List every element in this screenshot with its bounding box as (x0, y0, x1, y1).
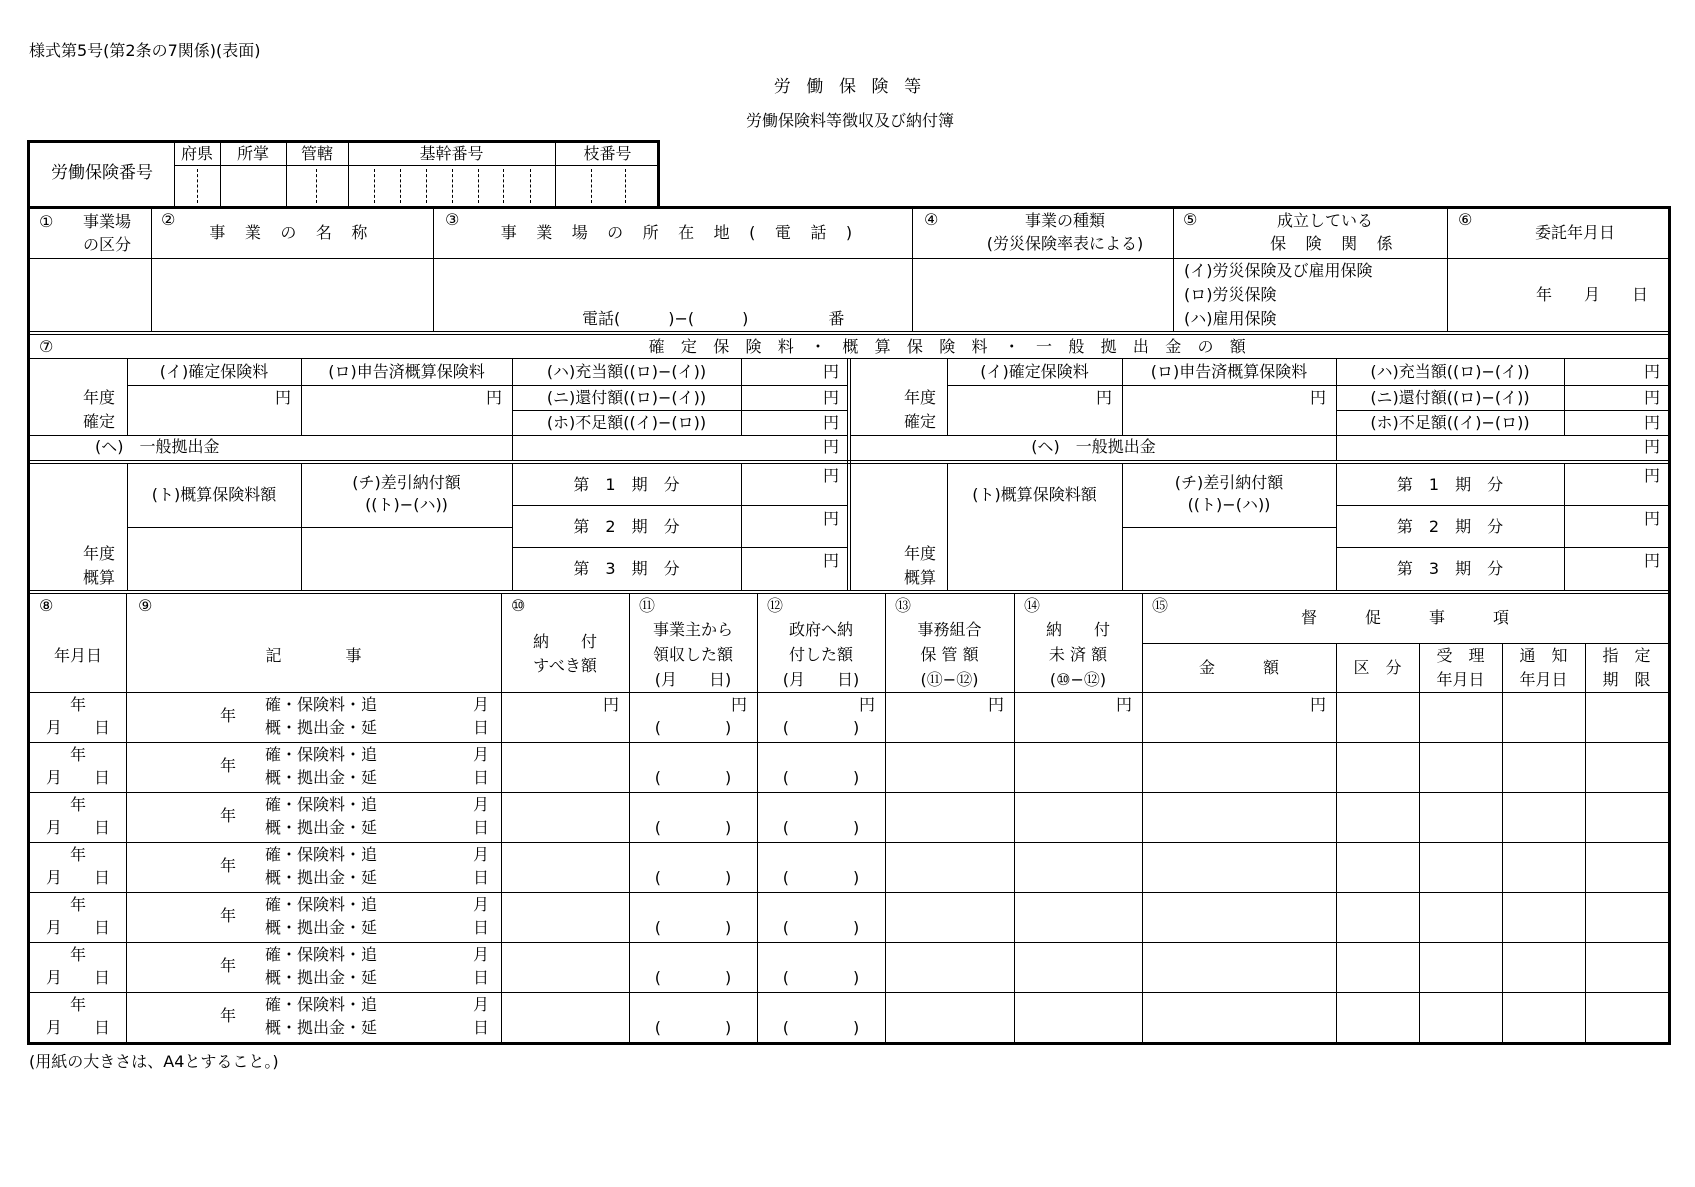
c15-received-label-a: 受 理 (1436, 646, 1485, 665)
c12-paren: ( ) (782, 918, 860, 937)
yen-unit: 円 (822, 362, 839, 381)
s7-right-gaisan-b: 概算 (903, 568, 936, 587)
yen-unit: 円 (1643, 362, 1660, 381)
c3-phone: 電話( )−( ) 番 (582, 309, 845, 328)
entry-line-b: 概・拠出金・延 (265, 768, 378, 787)
yen-unit: 円 (1643, 413, 1660, 432)
c15-deadline-label-a: 指 定 (1602, 646, 1651, 665)
date-year: 年 (69, 895, 86, 914)
entry-line-a: 確・保険料・追 (265, 895, 378, 914)
c12-paren: ( ) (782, 968, 860, 987)
s7-left-ha-label: (ハ)充当額((ロ)−(イ)) (546, 362, 707, 381)
date-year: 年 (69, 795, 86, 814)
s7-left-period-1: 第 1 期 分 (573, 475, 680, 494)
entry-line-b: 概・拠出金・延 (265, 918, 378, 937)
c6-date: 年 月 日 (1535, 285, 1648, 304)
entry-year: 年 (220, 1006, 237, 1025)
c8-label: 年月日 (53, 646, 102, 665)
date-month-day: 月 日 (45, 818, 110, 837)
yen-unit: 円 (1643, 551, 1660, 570)
c5-option-a: (イ)労災保険及び雇用保険 (1184, 261, 1373, 280)
s7-right-ha-label: (ハ)充当額((ロ)−(イ)) (1370, 362, 1530, 381)
footnote: (用紙の大きさは、A4とすること。) (29, 1052, 279, 1071)
date-month-day: 月 日 (45, 918, 110, 937)
date-month-day: 月 日 (45, 718, 110, 737)
yen-unit: 円 (485, 388, 502, 407)
s7-right-ho-label: (ホ)不足額((イ)−(ロ)) (1370, 413, 1530, 432)
c12-paren: ( ) (782, 768, 860, 787)
c2-num: ② (161, 210, 176, 229)
c4-num: ④ (924, 210, 939, 229)
entry-line-b: 概・拠出金・延 (265, 1018, 378, 1037)
yen-unit: 円 (274, 388, 291, 407)
entry-month: 月 (473, 795, 490, 814)
c12-label-a: 政府へ納 (788, 620, 853, 639)
entry-year: 年 (220, 756, 237, 775)
header-col-branch-number: 枝番号 (583, 144, 632, 163)
c14-label-b: 未 済 額 (1048, 645, 1108, 664)
entry-year: 年 (220, 956, 237, 975)
header-col-jurisdiction: 管轄 (300, 144, 333, 163)
c10-yen: 円 (602, 695, 619, 714)
entry-line-b: 概・拠出金・延 (265, 718, 378, 737)
labor-insurance-number-label: 労働保険番号 (51, 163, 153, 183)
c14-label-c: (⑩−⑫) (1049, 670, 1107, 689)
c10-num: ⑩ (511, 596, 526, 615)
entry-line-a: 確・保険料・追 (265, 745, 378, 764)
c11-paren: ( ) (654, 718, 732, 737)
c11-num: ⑪ (639, 596, 656, 615)
c1-label-a: 事業場 (83, 212, 132, 231)
s7-left-kakutei-b: 確定 (82, 412, 115, 431)
s7-right-he-label: (ヘ) 一般拠出金 (1031, 437, 1156, 456)
date-year: 年 (69, 845, 86, 864)
c12-label-c: (月 日) (782, 670, 860, 689)
entry-line-b: 概・拠出金・延 (265, 968, 378, 987)
s7-left-chi-label-b: ((ト)−(ハ)) (365, 495, 448, 514)
c2-label: 事 業 の 名 称 (209, 223, 375, 242)
c3-label: 事 業 場 の 所 在 地 ( 電 話 ) (500, 223, 860, 242)
row-divider (30, 892, 1668, 893)
s7-right-gaisan-a: 年度 (903, 544, 936, 563)
yen-unit: 円 (822, 509, 839, 528)
s7-left-kakutei-a: 年度 (82, 388, 115, 407)
c6-num: ⑥ (1458, 210, 1473, 229)
c15-received-label-b: 年月日 (1436, 670, 1485, 689)
c11-paren: ( ) (654, 768, 732, 787)
s7-right-ro-label: (ロ)申告済概算保険料 (1150, 362, 1308, 381)
c11-paren: ( ) (654, 918, 732, 937)
s7-left-gaisan-a: 年度 (82, 544, 115, 563)
entry-month: 月 (473, 945, 490, 964)
entry-line-a: 確・保険料・追 (265, 695, 378, 714)
c13-label-c: (⑪−⑫) (920, 670, 979, 689)
entry-line-a: 確・保険料・追 (265, 845, 378, 864)
date-year: 年 (69, 995, 86, 1014)
c14-num: ⑭ (1024, 596, 1041, 615)
date-year: 年 (69, 695, 86, 714)
c13-label-a: 事務組合 (917, 620, 982, 639)
c15-num: ⑮ (1152, 596, 1169, 615)
s7-right-period-3: 第 3 期 分 (1396, 559, 1504, 578)
row-divider (30, 742, 1668, 743)
c13-num: ⑬ (895, 596, 912, 615)
c12-paren: ( ) (782, 868, 860, 887)
c15-amount-label: 金 額 (1198, 658, 1279, 677)
c5-label-a: 成立している (1276, 211, 1373, 230)
c12-yen: 円 (858, 695, 875, 714)
c3-num: ③ (445, 210, 460, 229)
c15-deadline-label-b: 期 限 (1602, 670, 1651, 689)
s7-right-kakutei-b: 確定 (903, 412, 936, 431)
c12-paren: ( ) (782, 1018, 860, 1037)
s7-left-gaisan-b: 概算 (82, 568, 115, 587)
c1-label-b: の区分 (83, 235, 132, 254)
entry-year: 年 (220, 806, 237, 825)
entry-day: 日 (473, 718, 490, 737)
s7-left-chi-label-a: (チ)差引納付額 (352, 473, 461, 492)
c12-num: ⑫ (767, 596, 784, 615)
entry-day: 日 (473, 818, 490, 837)
yen-unit: 円 (822, 466, 839, 485)
c11-paren: ( ) (654, 818, 732, 837)
c10-label-b: すべき額 (533, 656, 597, 675)
c12-paren: ( ) (782, 818, 860, 837)
entry-month: 月 (473, 695, 490, 714)
c15-label: 督 促 事 項 (1300, 608, 1509, 627)
yen-unit: 円 (822, 437, 839, 456)
s7-left-period-3: 第 3 期 分 (573, 559, 680, 578)
date-year: 年 (69, 745, 86, 764)
s7-right-i-label: (イ)確定保険料 (980, 362, 1089, 381)
s7-num: ⑦ (39, 337, 54, 356)
c11-label-c: (月 日) (654, 670, 732, 689)
date-month-day: 月 日 (45, 968, 110, 987)
entry-year: 年 (220, 906, 237, 925)
entry-line-b: 概・拠出金・延 (265, 818, 378, 837)
c15-amount-yen: 円 (1309, 695, 1326, 714)
s7-left-i-label: (イ)確定保険料 (159, 362, 269, 381)
yen-unit: 円 (1643, 437, 1660, 456)
s7-left-ro-label: (ロ)申告済概算保険料 (328, 362, 485, 381)
c12-paren: ( ) (782, 718, 860, 737)
c11-paren: ( ) (654, 868, 732, 887)
entry-day: 日 (473, 968, 490, 987)
c11-paren: ( ) (654, 1018, 732, 1037)
c11-yen: 円 (730, 695, 747, 714)
s7-left-to-label: (ト)概算保険料額 (151, 485, 277, 504)
c15-notice-label-a: 通 知 (1519, 646, 1568, 665)
s7-right-chi-label-a: (チ)差引納付額 (1174, 473, 1284, 492)
c14-label-a: 納 付 (1045, 620, 1110, 639)
yen-unit: 円 (1643, 388, 1660, 407)
entry-month: 月 (473, 995, 490, 1014)
s7-left-period-2: 第 2 期 分 (573, 517, 680, 536)
row-divider (30, 842, 1668, 843)
c11-paren: ( ) (654, 968, 732, 987)
date-month-day: 月 日 (45, 1018, 110, 1037)
yen-unit: 円 (1095, 388, 1112, 407)
row-divider (30, 992, 1668, 993)
entry-line-a: 確・保険料・追 (265, 995, 378, 1014)
entry-line-a: 確・保険料・追 (265, 945, 378, 964)
s7-left-ho-label: (ホ)不足額((イ)−(ロ)) (546, 413, 707, 432)
s7-left-he-label: (ヘ) 一般拠出金 (95, 437, 220, 456)
yen-unit: 円 (1643, 509, 1660, 528)
entry-day: 日 (473, 1018, 490, 1037)
entry-day: 日 (473, 918, 490, 937)
yen-unit: 円 (1643, 466, 1660, 485)
s7-right-chi-label-b: ((ト)−(ハ)) (1187, 495, 1271, 514)
c15-notice-label-b: 年月日 (1519, 670, 1568, 689)
entry-month: 月 (473, 745, 490, 764)
row-divider (30, 792, 1668, 793)
s7-left-ni-label: (ニ)還付額((ロ)−(イ)) (546, 388, 707, 407)
c1-num: ① (39, 212, 54, 231)
yen-unit: 円 (1309, 388, 1326, 407)
date-month-day: 月 日 (45, 868, 110, 887)
c9-label: 記 事 (265, 646, 362, 665)
s7-right-to-label: (ト)概算保険料額 (972, 485, 1097, 504)
page-title: 労 働 保 険 等 (773, 77, 927, 97)
header-col-base-number: 基幹番号 (419, 144, 484, 163)
row-divider (30, 942, 1668, 943)
s7-right-period-2: 第 2 期 分 (1396, 517, 1504, 536)
c8-num: ⑧ (39, 596, 54, 615)
yen-unit: 円 (822, 388, 839, 407)
c5-label-b: 保 険 関 係 (1270, 234, 1400, 253)
header-col-prefecture: 府県 (180, 144, 213, 163)
c11-label-a: 事業主から (652, 620, 733, 639)
yen-unit: 円 (822, 413, 839, 432)
c13-label-b: 保 管 額 (920, 645, 979, 664)
entry-year: 年 (220, 706, 237, 725)
s7-right-kakutei-a: 年度 (903, 388, 936, 407)
entry-day: 日 (473, 868, 490, 887)
c15-category-label: 区 分 (1353, 658, 1402, 677)
date-month-day: 月 日 (45, 768, 110, 787)
entry-line-b: 概・拠出金・延 (265, 868, 378, 887)
c4-label-b: (労災保険率表による) (986, 234, 1144, 253)
entry-month: 月 (473, 845, 490, 864)
page-subtitle: 労働保険料等徴収及び納付簿 (745, 111, 954, 130)
c13-yen: 円 (987, 695, 1004, 714)
s7-title: 確 定 保 険 料 ・ 概 算 保 険 料 ・ 一 般 拠 出 金 の 額 (648, 337, 1252, 356)
c10-label-a: 納 付 (532, 632, 597, 651)
date-year: 年 (69, 945, 86, 964)
c5-num: ⑤ (1183, 210, 1198, 229)
form-id: 様式第5号(第2条の7関係)(表面) (29, 41, 261, 60)
header-col-office: 所掌 (236, 144, 269, 163)
c6-label: 委託年月日 (1534, 223, 1615, 242)
entry-year: 年 (220, 856, 237, 875)
c4-label-a: 事業の種類 (1024, 211, 1105, 230)
c12-label-b: 付した額 (788, 645, 853, 664)
c11-label-b: 領収した額 (652, 645, 733, 664)
c5-option-b: (ロ)労災保険 (1184, 285, 1277, 304)
entry-day: 日 (473, 768, 490, 787)
s7-right-period-1: 第 1 期 分 (1396, 475, 1504, 494)
c9-num: ⑨ (138, 596, 153, 615)
yen-unit: 円 (822, 551, 839, 570)
entry-line-a: 確・保険料・追 (265, 795, 378, 814)
c5-option-c: (ハ)雇用保険 (1184, 309, 1277, 328)
s7-right-ni-label: (ニ)還付額((ロ)−(イ)) (1370, 388, 1530, 407)
c14-yen: 円 (1115, 695, 1132, 714)
entry-month: 月 (473, 895, 490, 914)
